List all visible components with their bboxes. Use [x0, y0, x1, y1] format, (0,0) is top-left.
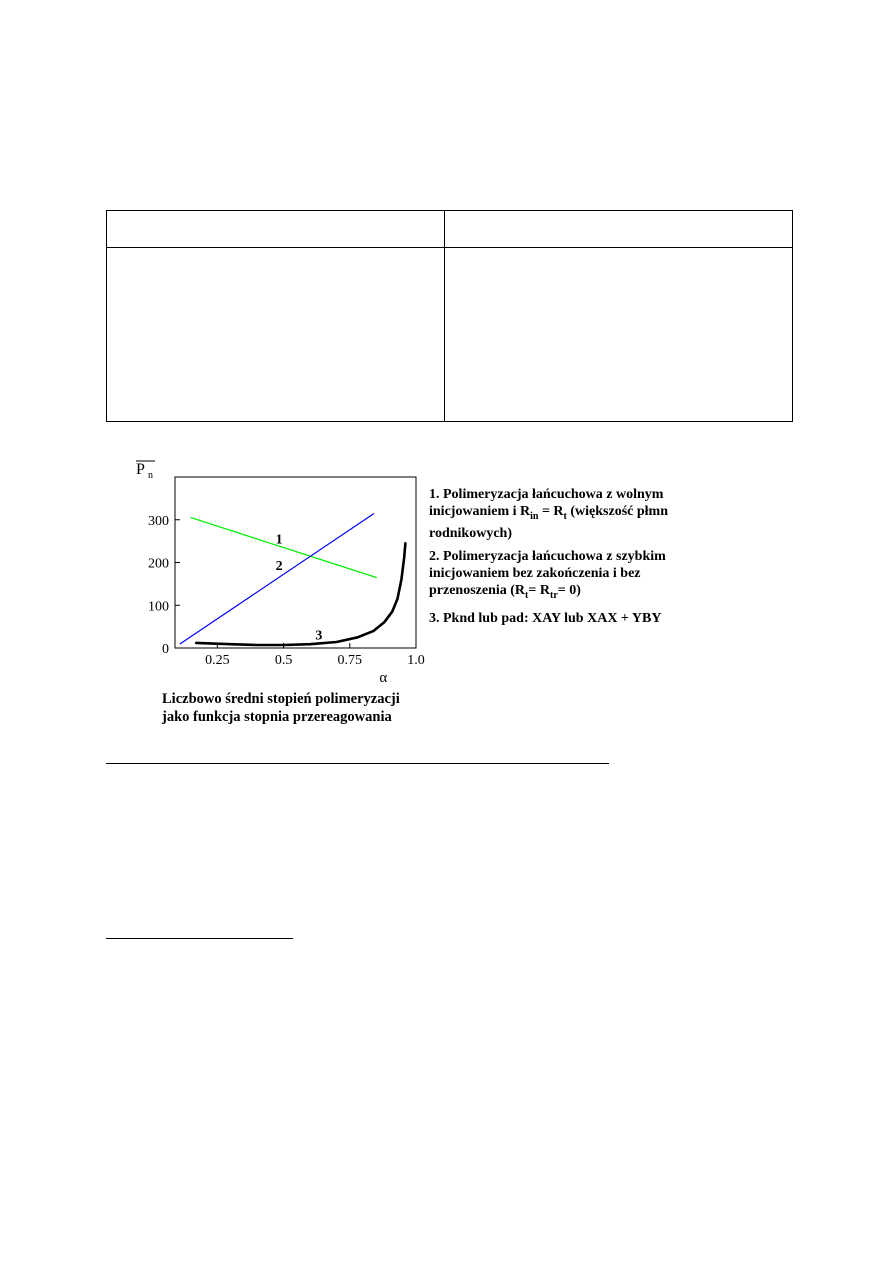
series-1-label: 1 [275, 532, 283, 548]
legend-item-1: 1. Polimeryzacja łańcuchowa z wolnym inicjowaniem i $R_{in} = R_t$ (większość płmn rodnikowych) [429, 487, 669, 541]
y-axis-label-subscript: n [148, 470, 153, 481]
x-tick-label: 0.5 [274, 653, 293, 668]
x-tick-label: 0.25 [205, 653, 230, 668]
legend-item-2: 2. Polimeryzacja łańcuchowa z szybkim inicjowaniem bez zakończenia i bez przenoszenia $(R_t= R_{tr}= 0)$ [429, 548, 666, 601]
chart-legend [429, 486, 749, 633]
x-tick-label: 0.75 [337, 653, 363, 668]
table-header-divider [107, 247, 792, 248]
polymerization-chart [120, 460, 425, 690]
series-3-label: 3 [315, 628, 323, 644]
x-tick-label: 1.0 [407, 653, 425, 668]
table-column-divider [444, 211, 445, 421]
y-tick-label: 0 [162, 642, 169, 657]
chart-caption: Liczbowo średni stopień polimeryzacji jako funkcja stopnia przereagowania [162, 691, 400, 725]
empty-table [106, 210, 793, 422]
legend-item-3: 3. Pknd lub pad: XAY lub XAX + YBY [429, 610, 662, 626]
series-1-line [191, 518, 376, 578]
x-axis-label: α [379, 670, 388, 686]
y-tick-label: 300 [148, 513, 169, 529]
separator-line [106, 763, 609, 764]
series-2-label: 2 [275, 558, 283, 574]
y-tick-label: 200 [148, 556, 169, 572]
series-3-line [196, 543, 405, 645]
y-axis-label: P [136, 461, 145, 478]
y-tick-label: 100 [148, 599, 169, 615]
separator-line-short [106, 938, 293, 939]
